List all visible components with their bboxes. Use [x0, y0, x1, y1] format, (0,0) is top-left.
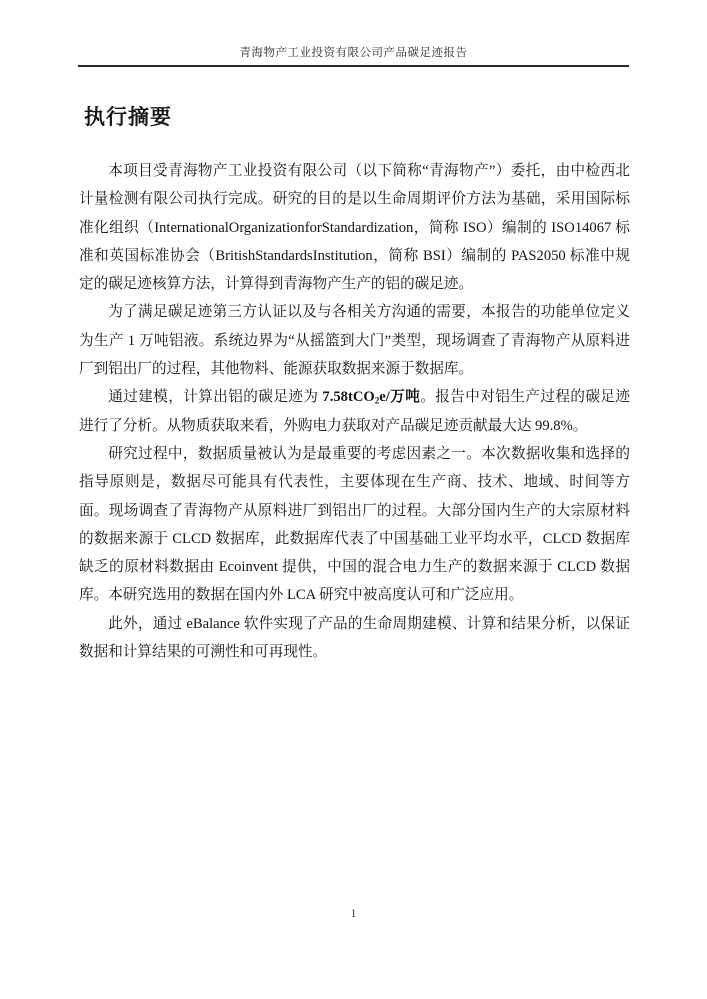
- carbon-footprint-value-main: 7.58tCO: [322, 389, 375, 406]
- header-title: 青海物产工业投资有限公司产品碳足迹报告: [239, 47, 468, 59]
- paragraph-software: 此外，通过 eBalance 软件实现了产品的生命周期建模、计算和结果分析，以保证数据和计算结果的可溯性和可再现性。: [79, 615, 630, 661]
- document-body: [79, 157, 630, 666]
- paragraph-functional-unit: 为了满足碳足迹第三方认证以及与各相关方沟通的需要，本报告的功能单位定义为生产 1 万吨铝液。系统边界为“从摇篮到大门”类型，现场调查了青海物产从原料进厂到铝出厂的过程，其他物料、能源获取数据来源于数据库。: [79, 304, 630, 378]
- page-number: 1: [350, 906, 357, 920]
- section-title: 执行摘要: [84, 106, 172, 129]
- carbon-footprint-value: [322, 389, 420, 405]
- carbon-footprint-value-subscript: 2: [374, 395, 380, 406]
- paragraph-result: [79, 383, 630, 440]
- paragraph-result-tail: 。报告中对铝生产过程的碳足迹进行了分析。从物质获取来看，外购电力获取对产品碳足迹贡献最大达 99.8%。: [79, 389, 630, 434]
- carbon-footprint-value-unit: e/万吨: [379, 389, 421, 406]
- paragraph-result-lead: 通过建模，计算出铝的碳足迹为: [108, 389, 323, 406]
- paragraph-data-quality: 研究过程中，数据质量被认为是最重要的考虑因素之一。本次数据收集和选择的指导原则是，数据尽可能具有代表性，主要体现在生产商、技术、地域、时间等方面。现场调查了青海物产从原料进厂到铝出厂的过程。大部分国内生产的大宗原材料的数据来源于 CLCD 数据库，此数据库代表了中国基础工业平均水平，CLCD 数据库缺乏的原材料数据由 Ecoinvent 提供，中国的混合电力生产的数据来源于 CLCD 数据库。本研究选用的数据在国内外 LCA 研究中被高度认可和广泛应用。: [79, 445, 630, 604]
- page-header: [78, 44, 629, 67]
- paragraph-project-intro: 本项目受青海物产工业投资有限公司（以下简称“青海物产”）委托，由中检西北计量检测有限公司执行完成。研究的目的是以生命周期评价方法为基础，采用国际标准化组织（InternationalOrganizationforStandardization，简称 ISO）编制的 ISO14067 标准和英国标准协会（BritishStandardsInstitution，简称 BSI）编制的 PAS2050 标准中规定的碳足迹核算方法，计算得到青海物产生产的铝的碳足迹。: [79, 163, 630, 293]
- page-footer: [0, 906, 707, 921]
